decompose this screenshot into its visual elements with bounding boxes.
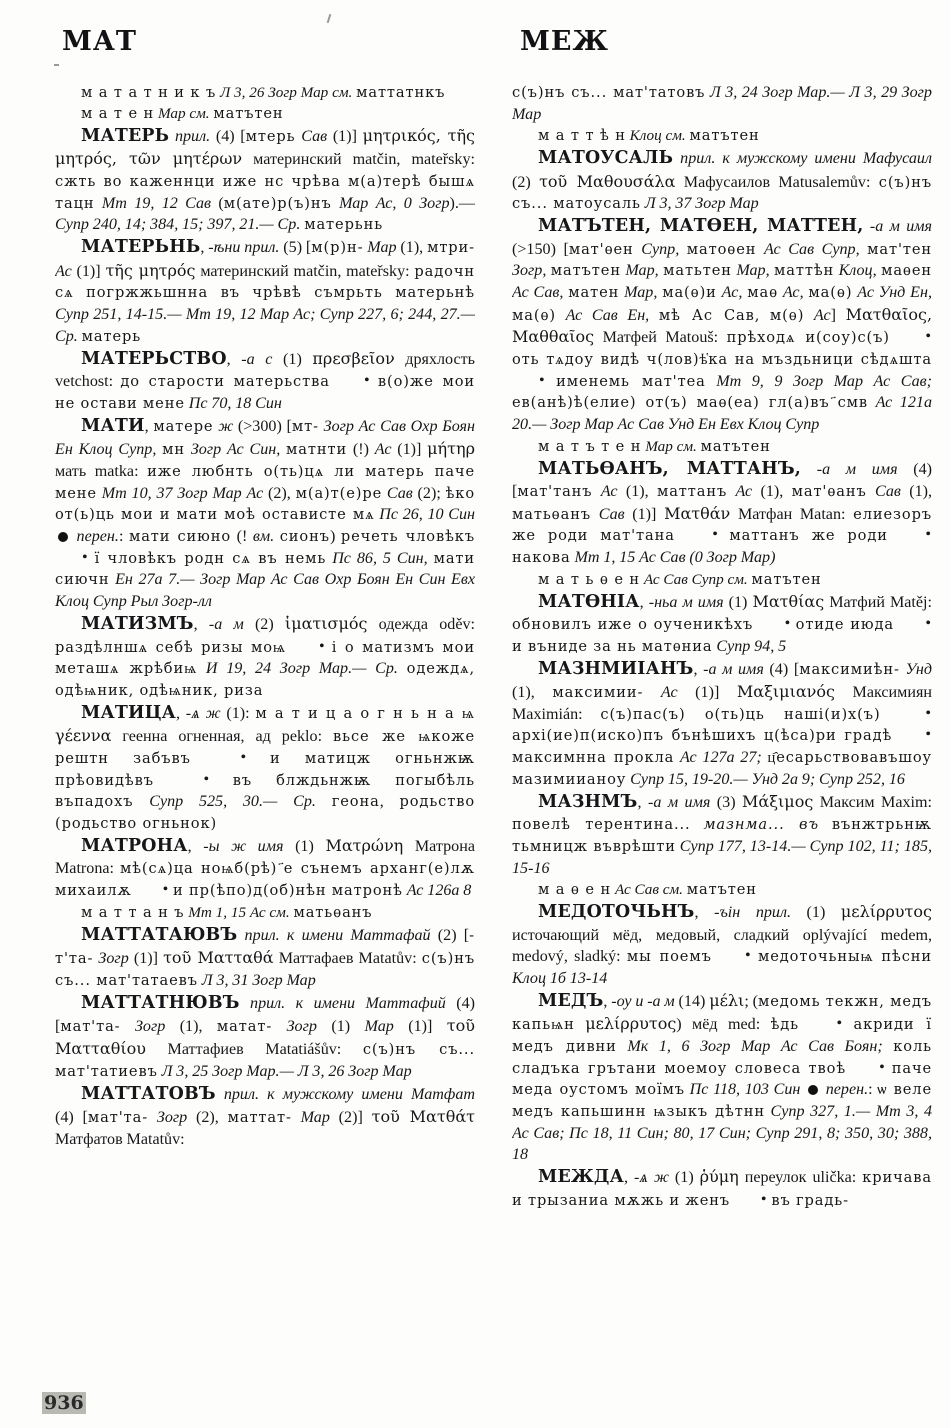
entry-mežda: МЕЖДА, -ѧ ж (1) ῥύμη переулок ulička: кричава и трызаниа мѫжь и женъ • въ градь- <box>512 1166 932 1211</box>
entry-maksimianъ: МАЗНМИІАНЪ, -а м имя (4) [максимиѣн- Унд (1), максимии- Ас (1)] Μαξιμιανός Максимиян Maximián: с(ъ)пас(ъ) о(ть)ць нашi(и)х(ъ) • архi(ие)п(иско)пъ бънѣшихъ ц(ѣса)ри градѣ • максимнна прокла Ас 127а 27; ц҄есарьствовавъшоу мазимиианоу Супр 15, 19-20.— Унд 2а 9; Супр 252, 16 <box>512 658 932 791</box>
column-right <box>512 82 932 1380</box>
entry-mattataevъ: МАТТАТАЮВЪ прил. к имени Маттафай (2) [-т'та- Зогр (1)] τοῦ Ματταθά Маттафаев Matatův: с(ъ)нъ съ... мат'татаевъ Л 3, 31 Зогр Мар <box>55 924 475 989</box>
column-left <box>55 82 475 1380</box>
entry-medъ: МЕДЪ, -оу и -а м (14) μέλι; (медомь текжн, медъ капьѩн μελίρρυτος) мёд med: ѣдь • акриди ї медъ дивни Мк 1, 6 Зогр Мар Ас Сав Боян; коль сладъка грътани моемоу словеса твоѣ • паче меда оустомъ моїмъ Пс 118, 103 Син перен.: ѡ веле медъ капьшинн ѩзыкъ дѣтнн Супр 327, 1.— Мт 3, 4 Ас Сав; Пс 18, 11 Син; 80, 17 Син; Супр 291, 8; 350, 30; 388, 18 <box>512 990 932 1166</box>
entry-mafen-ref: м а ѳ е н Ас Сав см. матътен <box>538 881 757 899</box>
entry-maksimъ: МАЗНМЪ, -а м имя (3) Μάξιμος Максим Maxim: повелѣ терентина... мазнма... въ вънжтрьнѭ тьмницж въврѣшти Супр 177, 13-14.— Супр 102, 11; 185, 15-16 <box>512 791 932 877</box>
entry-mattatievъ: МАТТАТНЮВЪ прил. к имени Маттафий (4) [мат'та- Зогр (1), матат- Зогр (1) Мар (1)] τοῦ Ματταθίου Маттафиев Matatiášův: с(ъ)нъ съ... мат'татиевъ Л 3, 25 Зогр Мар.— Л 3, 26 Зогр Мар <box>55 992 475 1080</box>
entry-mattatovъ-cont: с(ъ)нъ съ... мат'татовъ Л 3, 24 Зогр Мар.— Л 3, 29 Зогр Мар <box>512 84 932 123</box>
entry-materьnь: МАТЕРЬНЬ, -ѣни прил. (5) [м(р)н- Мар (1), мтри- Ас (1)] τῆς μητρός материнский matčin, mateřsky: радочн сѧ погржжьшнна въ чрѣвѣ съмрьть матерьнѣ Супр 251, 14-15.— Мт 19, 12 Мар Ас; Супр 227, 6; 244, 27.— Ср. матерь <box>55 237 475 345</box>
entry-matrona: МАТРОНА, -ы ж имя (1) Ματρώνη Матрона Matrona: мѣ(сѧ)ца ноѩб(рѣ) ҃е сънемъ арханг(е)лѫ михаилѫ • и пр(ѣпо)д(об)нѣн матронѣ Ас 126а 8 <box>55 835 475 902</box>
entry-matьten-ref2: м а т ь ѳ е н Ас Сав Супр см. матътен <box>538 570 822 588</box>
entry-matizmъ: МАТИЗМЪ, -а м (2) ἱματισμός одежда oděv: раздѣлншѧ себѣ ризы моѩ • і о матизмъ мои меташѧ жрѣбиѩ И 19, 24 Зогр Мар.— Ср. одеждѧ, одѣѩник, одѣѩник, риза <box>55 613 475 701</box>
entry-mattanъ-ref: м а т т а н ъ Мт 1, 15 Ас см. матьѳанъ <box>81 903 373 921</box>
entry-maten-ref: м а т е н Мар см. матътен <box>81 104 284 122</box>
entry-matъten-ref: м а т ъ т е н Мар см. матътен <box>538 437 771 455</box>
entry-mattiteni-ref: м а т т ѣ н Клоц см. матътен <box>538 127 760 145</box>
page-number: 936 <box>44 1392 84 1414</box>
entry-mati: МАТИ, матере ж (>300) [мт- Зогр Ас Сав Охр Боян Ен Клоц Супр, мн Зогр Ас Син, матнти (!) Ас (1)] μήτηρ мать matka: иже любнть о(ть)цѧ ли матерь паче мене Мт 10, 37 Зогр Мар Ас (2), м(а)т(е)ре Сав (2); ѣко от(ь)ць мои и мати моѣ остависте мѧ Пс 26, 10 Син перен.: мати сиюно (! вм. сионъ) речеть чловѣкъ • ї чловѣкъ родн сѧ въ немь Пс 86, 5 Син, мати сиючн Ен 27а 7.— Зогр Мар Ас Сав Охр Боян Ен Син Евх Клоц Супр Рыл Зогр-лл <box>55 415 475 613</box>
running-head-left: МАТ <box>62 26 137 57</box>
entry-materь: МАТЕРЬ прил. (4) [мтерь Сав (1)] μητρικός, τῆς μητρός, τῶν μητέρων материнский matčin, mateřsky: сжть во каженнци иже нс чрѣва м(а)терѣ бышѧ тацн Мт 19, 12 Сав (м(ате)р(ъ)нъ Мар Ас, 0 Зогр).— Супр 240, 14; 384, 15; 397, 21.— Ср. матерьнь <box>55 125 475 234</box>
running-heads <box>0 26 950 68</box>
entry-matfiia: МАТѲНІА, -ньа м имя (1) Ματθίας Матфий Matěj: обновилъ иже о оученикѣхъ • отиде июда • и въниде за нь матѳниа Супр 94, 5 <box>512 591 932 658</box>
running-head-right: МЕЖ <box>520 26 609 57</box>
entry-matusalь: МАТОУСАЛЬ прил. к мужскому имени Мафусаил (2) τοῦ Μαθουσάλα Мафусаилов Matusalemův: с(ъ)нъ съ... матоусаль Л 3, 37 Зогр Мар <box>512 148 932 213</box>
entry-medotočьnъ: МЕДОТОЧЬНЪ, -ъін прил. (1) μελίρρυτος источающий мёд, медовый, сладкий oplývající medem, medový, sladký: мы поемъ • медоточьныѩ пѣсни Клоц 1б 13-14 <box>512 901 932 989</box>
entry-mattatovъ: МАТТАТОВЪ прил. к мужскому имени Матфат (4) [мат'та- Зогр (2), маттат- Мар (2)] τοῦ Ματθάτ Матфатов Matatův: <box>55 1083 475 1148</box>
entry-matica: МАТИЦА, -ѧ ж (1): м а т и ц а о г н ь н а ѩ γέεννα геенна огненная, ад peklo: вьсе же ѩкоже рештн забъвъ • и матицж огньнжѭ прѣовидѣвъ • въ блждьнжѭ погыбѣль въпадохъ Супр 525, 30.— Ср. геона, родьство (родьство огньнок) <box>55 702 475 835</box>
text-columns <box>0 82 950 1382</box>
entry-matъteni: МАТЪТЕН, МАТѲЕН, МАТТЕН, -а м имя (>150) [мат'ѳен Супр, матоѳен Ас Сав Супр, мат'тен Зогр, матътен Мар, матьтен Мар, маттѣн Клоц, маѳен Ас Сав, матен Мар, ма(ѳ)и Ас, маѳ Ас, ма(ѳ) Ас Унд Ен, ма(ѳ) Ас Сав Ен, мѣ Ас Сав, м(ѳ) Ас] Ματθαῖος, Μαθθαῖος Матфей Matouš: прѣходѧ и(соу)с(ъ) • оть тѧдоу видѣ ч(лов)ѣ҅ка на мъздьници сѣдѧшта • именемь мат'теа Мт 9, 9 Зогр Мар Ас Сав; ев(анѣ)ѣ(елие) от(ъ) маѳ(еа) гл(а)въ ҃смв Ас 121а 20.— Зогр Мар Ас Сав Унд Ен Евх Клоц Супр <box>512 215 932 435</box>
entry-matatnikъ-ref: м а т а т н и к ъ Л 3, 26 Зогр Мар см. маттатнкъ <box>81 84 446 101</box>
entry-matьfanъ: МАТЬѲАНЪ, МАТТАНЪ, -а м имя (4) [мат'танъ Ас (1), маттанъ Ас (1), мат'ѳанъ Сав (1), матьѳанъ Сав (1)] Ματθάν Матфан Matan: елиезоръ же роди мат'тана • маттанъ же роди • накова Мт 1, 15 Ас Сав (0 Зогр Мар) <box>512 458 932 569</box>
entry-materьstvo: МАТЕРЬСТВО, -а с (1) πρεσβεῖον дряхлость vetchost: до старости матерьства • в(о)же мои не остави мене Пс 70, 18 Син <box>55 348 475 415</box>
page-speck <box>327 14 332 23</box>
